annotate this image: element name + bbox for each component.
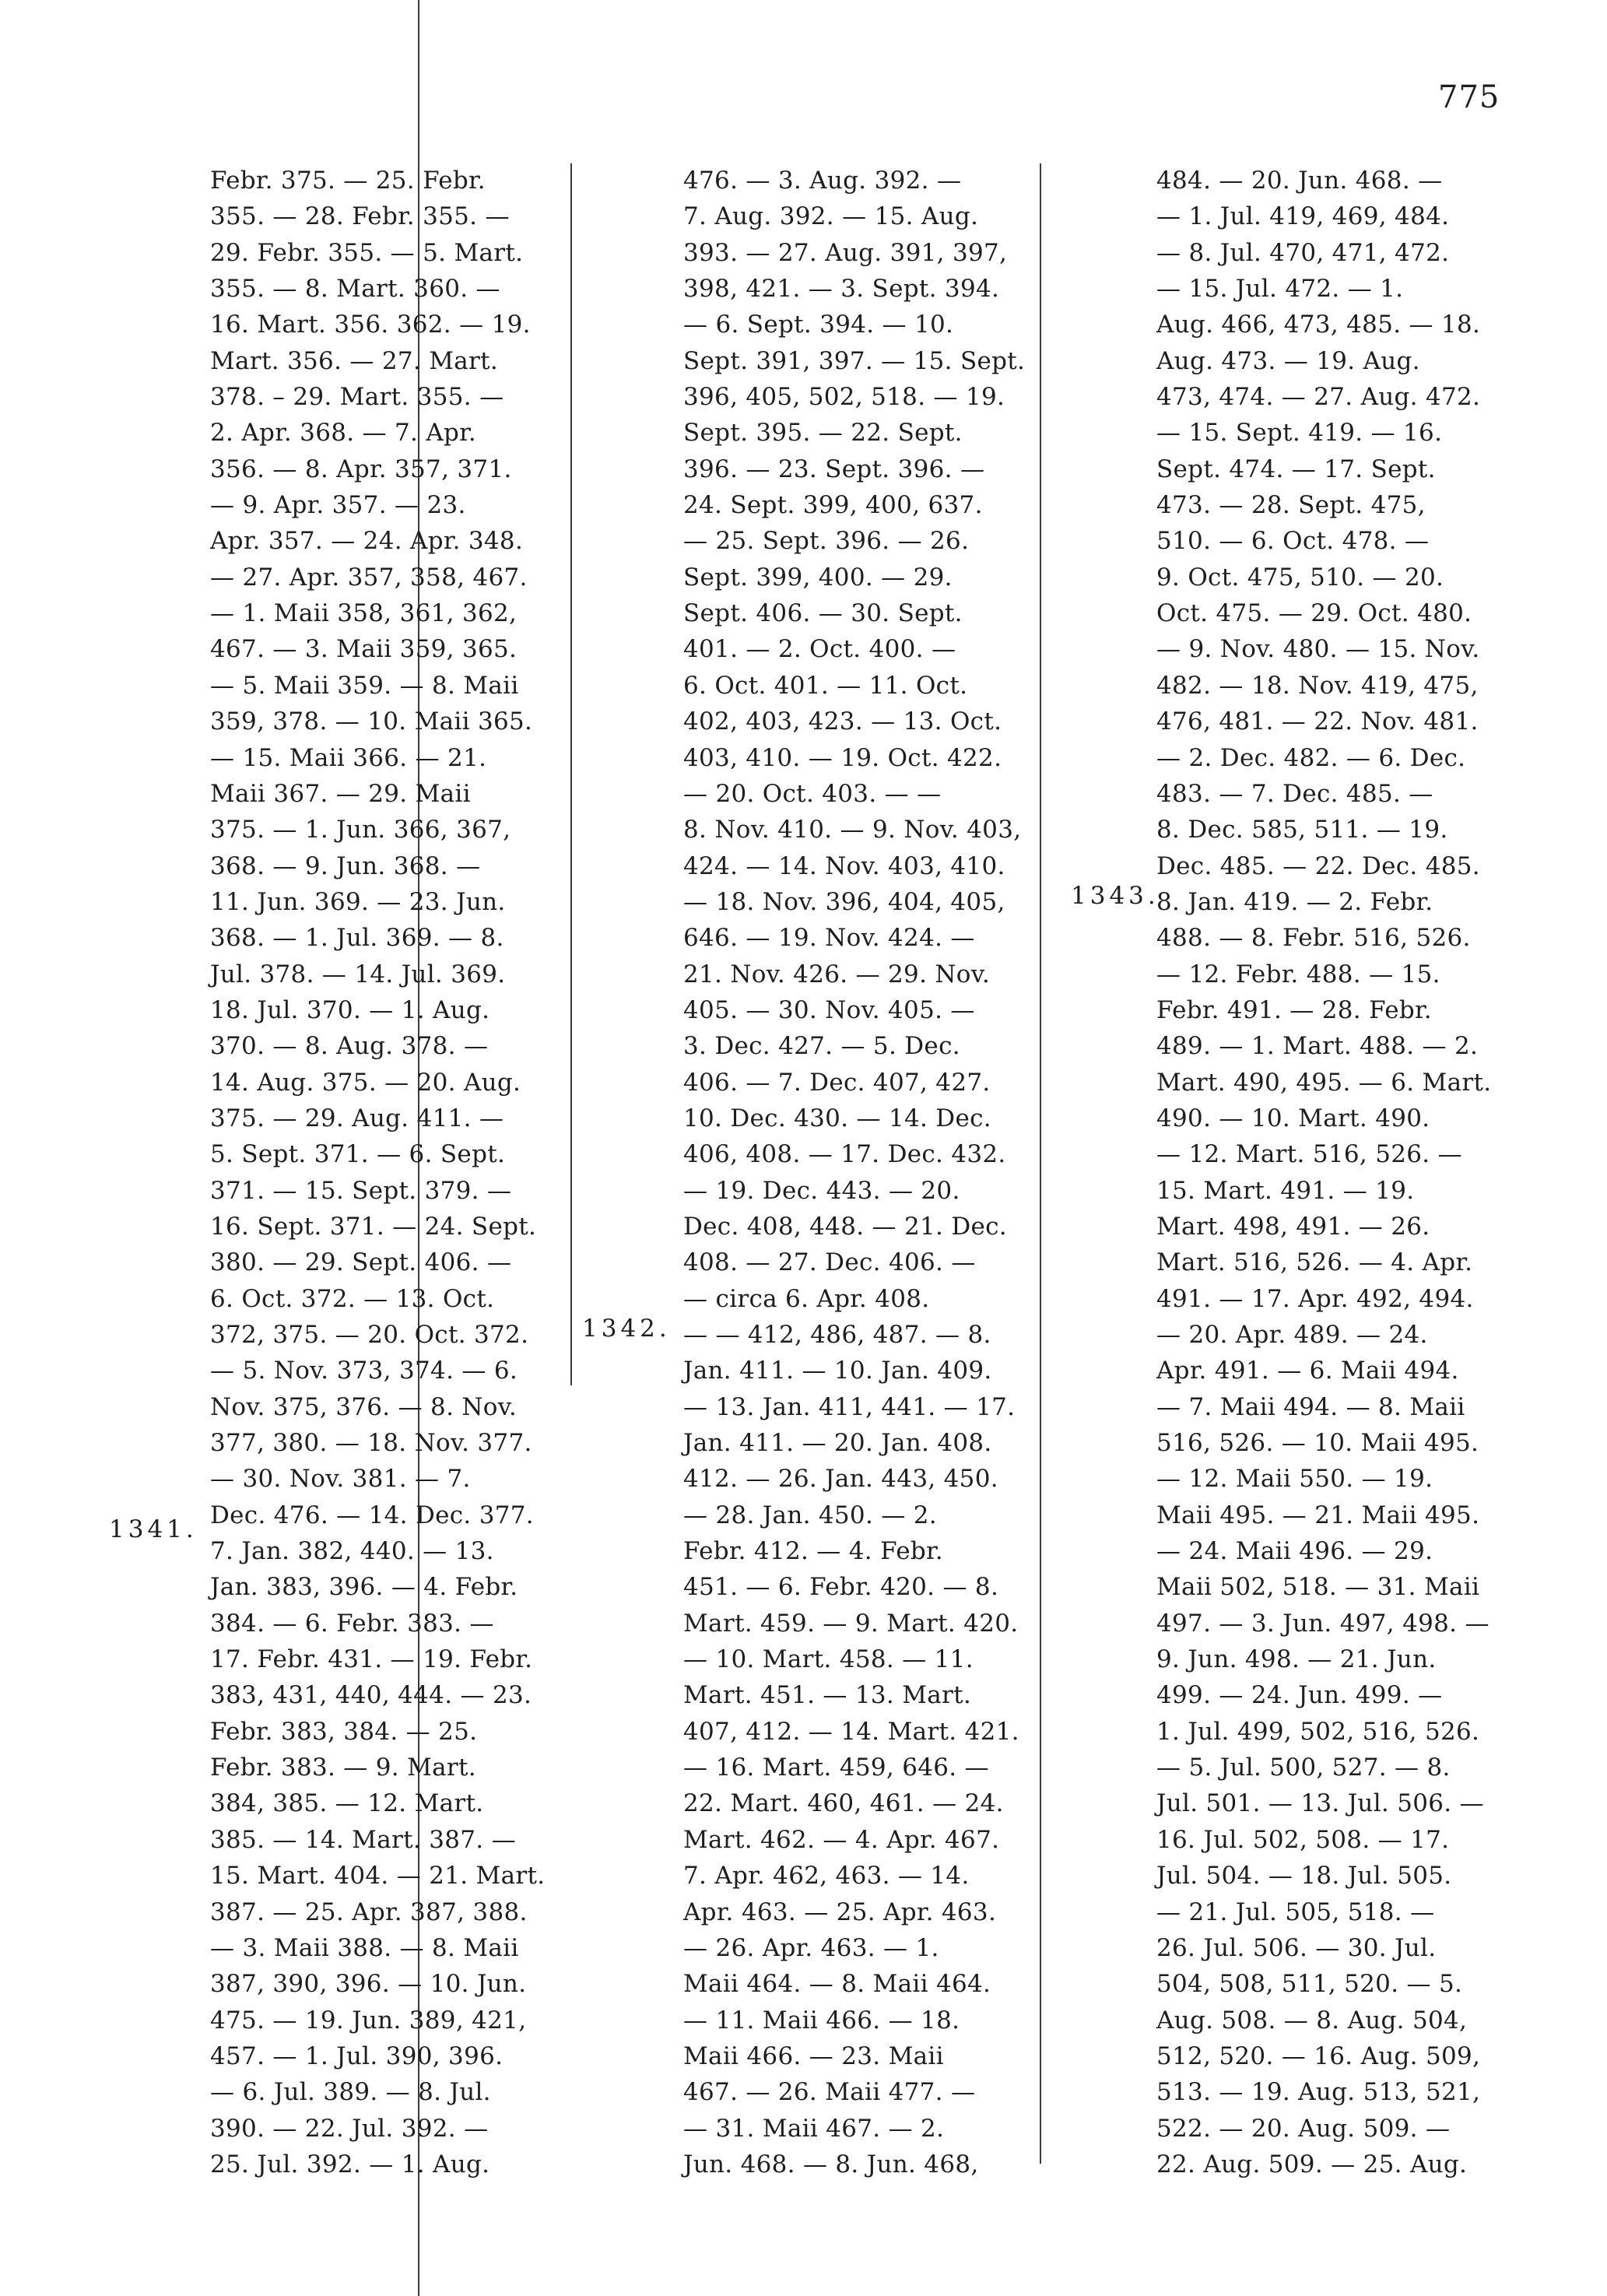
index-line: 24. Sept. 399, 400, 637. [683, 491, 983, 520]
index-line: 405. — 30. Nov. 405. — [683, 995, 975, 1024]
index-line: 406. — 7. Dec. 407, 427. [683, 1068, 991, 1097]
index-line: — 15. Maii 366. — 21. [210, 743, 487, 772]
index-column-3 [1156, 163, 1499, 2182]
index-line: — 5. Nov. 373, 374. — 6. [210, 1357, 518, 1385]
index-line: — 6. Jul. 389. — 8. Jul. [210, 2078, 491, 2107]
index-line: Dec. 408, 448. — 21. Dec. [683, 1212, 1007, 1241]
index-line: 9. Jun. 498. — 21. Jun. [1156, 1645, 1437, 1674]
index-line: 25. Jul. 392. — 1. Aug. [210, 2150, 490, 2178]
index-line: Sept. 391, 397. — 15. Sept. [683, 346, 1026, 375]
index-line: Mart. 462. — 4. Apr. 467. [683, 1825, 1000, 1854]
index-line: Aug. 473. — 19. Aug. [1156, 346, 1420, 375]
index-line: Aug. 508. — 8. Aug. 504, [1156, 2006, 1468, 2034]
index-line: 15. Mart. 491. — 19. [1156, 1176, 1415, 1205]
index-line: Maii 502, 518. — 31. Maii [1156, 1573, 1480, 1602]
index-line: 646. — 19. Nov. 424. — [683, 924, 975, 953]
index-line: — 11. Maii 466. — 18. [683, 2006, 960, 2034]
index-line: 522. — 20. Aug. 509. — [1156, 2114, 1451, 2143]
index-line: Jan. 383, 396. — 4. Febr. [210, 1573, 518, 1602]
index-line: — 9. Nov. 480. — 15. Nov. [1156, 635, 1480, 664]
page-number: 775 [1438, 79, 1500, 115]
index-line: 368. — 1. Jul. 369. — 8. [210, 924, 504, 953]
index-line: 375. — 29. Aug. 411. — [210, 1104, 504, 1132]
index-line: 396, 405, 502, 518. — 19. [683, 383, 1005, 412]
index-line: Sept. 406. — 30. Sept. [683, 599, 963, 628]
index-line: 5. Sept. 371. — 6. Sept. [210, 1140, 506, 1169]
index-line: 408. — 27. Dec. 406. — [683, 1248, 976, 1277]
index-line: 2. Apr. 368. — 7. Apr. [210, 419, 477, 448]
index-line: Mart. 490, 495. — 6. Mart. [1156, 1068, 1492, 1097]
index-line: 7. Apr. 462, 463. — 14. [683, 1862, 970, 1891]
index-line: 7. Jan. 382, 440. — 13. [210, 1537, 494, 1566]
index-line: 15. Mart. 404. — 21. Mart. [210, 1862, 546, 1891]
index-line: — 6. Sept. 394. — 10. [683, 311, 954, 339]
index-line: Mart. 451. — 13. Mart. [683, 1681, 972, 1710]
index-line: 359, 378. — 10. Maii 365. [210, 707, 533, 736]
index-line: — 21. Jul. 505, 518. — [1156, 1898, 1435, 1926]
index-line: 14. Aug. 375. — 20. Aug. [210, 1068, 521, 1097]
index-line: Febr. 375. — 25. Febr. [210, 167, 486, 195]
index-line: 3. Dec. 427. — 5. Dec. [683, 1032, 960, 1061]
year-marker-1341: 1341. [109, 1515, 198, 1543]
index-line: 407, 412. — 14. Mart. 421. [683, 1717, 1019, 1746]
index-line: 467. — 3. Maii 359, 365. [210, 635, 518, 664]
index-line: Sept. 395. — 22. Sept. [683, 419, 963, 448]
column-divider-2 [1040, 163, 1041, 2164]
index-line: 22. Aug. 509. — 25. Aug. [1156, 2150, 1468, 2178]
index-line: Febr. 383. — 9. Mart. [210, 1754, 476, 1782]
index-line: 488. — 8. Febr. 516, 526. [1156, 924, 1471, 953]
index-line: 516, 526. — 10. Maii 495. [1156, 1429, 1479, 1458]
index-line: — 28. Jan. 450. — 2. [683, 1501, 937, 1529]
index-line: 457. — 1. Jul. 390, 396. [210, 2041, 504, 2070]
index-line: 484. — 20. Jun. 468. — [1156, 167, 1443, 195]
index-line: 513. — 19. Aug. 513, 521, [1156, 2078, 1481, 2107]
index-line: Nov. 375, 376. — 8. Nov. [210, 1392, 518, 1421]
index-line: 512, 520. — 16. Aug. 509, [1156, 2041, 1481, 2070]
index-line: 473, 474. — 27. Aug. 472. [1156, 383, 1481, 412]
index-line: 370. — 8. Aug. 378. — [210, 1032, 489, 1061]
index-line: 6. Oct. 372. — 13. Oct. [210, 1284, 495, 1313]
index-line: 393. — 27. Aug. 391, 397, [683, 238, 1008, 267]
index-line: Apr. 491. — 6. Maii 494. [1156, 1357, 1459, 1385]
index-line: 9. Oct. 475, 510. — 20. [1156, 563, 1444, 592]
index-line: 371. — 15. Sept. 379. — [210, 1176, 512, 1205]
index-line: 8. Jan. 419. — 2. Febr. [1156, 887, 1433, 916]
index-line: 384. — 6. Febr. 383. — [210, 1609, 494, 1638]
index-line: 16. Mart. 356. 362. — 19. [210, 311, 531, 339]
index-line: — — 412, 486, 487. — 8. [683, 1321, 991, 1349]
index-line: Maii 466. — 23. Maii [683, 2041, 944, 2070]
index-line: — 10. Mart. 458. — 11. [683, 1645, 974, 1674]
index-line: Oct. 475. — 29. Oct. 480. [1156, 599, 1472, 628]
index-line: 380. — 29. Sept. 406. — [210, 1248, 512, 1277]
index-line: 387, 390, 396. — 10. Jun. [210, 1970, 527, 1999]
index-line: Jul. 501. — 13. Jul. 506. — [1156, 1789, 1484, 1818]
index-line: 6. Oct. 401. — 11. Oct. [683, 671, 968, 700]
index-line: 375. — 1. Jun. 366, 367, [210, 816, 511, 844]
index-line: 451. — 6. Febr. 420. — 8. [683, 1573, 999, 1602]
index-line: — circa 6. Apr. 408. [683, 1284, 930, 1313]
index-line: 356. — 8. Apr. 357, 371. [210, 455, 512, 483]
index-line: — 27. Apr. 357, 358, 467. [210, 563, 528, 592]
index-line: 21. Nov. 426. — 29. Nov. [683, 960, 991, 988]
index-line: 424. — 14. Nov. 403, 410. [683, 851, 1005, 880]
index-line: Dec. 476. — 14. Dec. 377. [210, 1501, 534, 1529]
index-line: Mart. 356. — 27. Mart. [210, 346, 499, 375]
index-line: 377, 380. — 18. Nov. 377. [210, 1429, 532, 1458]
index-line: 490. — 10. Mart. 490. [1156, 1104, 1430, 1132]
index-line: Aug. 466, 473, 485. — 18. [1156, 311, 1481, 339]
index-line: 372, 375. — 20. Oct. 372. [210, 1321, 529, 1349]
index-line: — 13. Jan. 411, 441. — 17. [683, 1392, 1016, 1421]
index-line: — 26. Apr. 463. — 1. [683, 1933, 939, 1962]
column-divider-1 [570, 163, 572, 1385]
index-line: 402, 403, 423. — 13. Oct. [683, 707, 1002, 736]
index-line: Jan. 411. — 10. Jan. 409. [683, 1357, 992, 1385]
index-line: 384, 385. — 12. Mart. [210, 1789, 484, 1818]
index-line: — 16. Mart. 459, 646. — [683, 1754, 989, 1782]
index-line: 385. — 14. Mart. 387. — [210, 1825, 516, 1854]
index-line: 8. Dec. 585, 511. — 19. [1156, 816, 1448, 844]
index-line: Sept. 399, 400. — 29. [683, 563, 953, 592]
index-line: — 1. Jul. 419, 469, 484. [1156, 202, 1450, 231]
index-line: 476. — 3. Aug. 392. — [683, 167, 962, 195]
index-line: 401. — 2. Oct. 400. — [683, 635, 956, 664]
index-line: — 31. Maii 467. — 2. [683, 2114, 945, 2143]
index-line: — 1. Maii 358, 361, 362, [210, 599, 518, 628]
index-line: 10. Dec. 430. — 14. Dec. [683, 1104, 991, 1132]
index-line: 26. Jul. 506. — 30. Jul. [1156, 1933, 1437, 1962]
index-line: 1. Jul. 499, 502, 516, 526. [1156, 1717, 1480, 1746]
index-line: Mart. 459. — 9. Mart. 420. [683, 1609, 1019, 1638]
year-marker-1342: 1342. [582, 1315, 671, 1343]
index-line: 483. — 7. Dec. 485. — [1156, 779, 1433, 808]
index-line: — 5. Maii 359. — 8. Maii [210, 671, 519, 700]
index-line: — 25. Sept. 396. — 26. [683, 527, 970, 556]
index-line: 368. — 9. Jun. 368. — [210, 851, 481, 880]
index-line: 29. Febr. 355. — 5. Mart. [210, 238, 524, 267]
index-line: 7. Aug. 392. — 15. Aug. [683, 202, 979, 231]
index-column-1 [210, 163, 553, 2182]
index-line: 473. — 28. Sept. 475, [1156, 491, 1426, 520]
index-line: 390. — 22. Jul. 392. — [210, 2114, 489, 2143]
index-line: 17. Febr. 431. — 19. Febr. [210, 1645, 533, 1674]
index-line: 18. Jul. 370. — 1. Aug. [210, 995, 490, 1024]
index-line: Sept. 474. — 17. Sept. [1156, 455, 1436, 483]
index-line: Jan. 411. — 20. Jan. 408. [683, 1429, 992, 1458]
index-line: 8. Nov. 410. — 9. Nov. 403, [683, 816, 1022, 844]
index-line: — 7. Maii 494. — 8. Maii [1156, 1392, 1465, 1421]
index-line: Mart. 498, 491. — 26. [1156, 1212, 1430, 1241]
index-line: 489. — 1. Mart. 488. — 2. [1156, 1032, 1479, 1061]
index-line: Apr. 463. — 25. Apr. 463. [683, 1898, 997, 1926]
index-line: 475. — 19. Jun. 389, 421, [210, 2006, 527, 2034]
index-line: Dec. 485. — 22. Dec. 485. [1156, 851, 1480, 880]
index-line: Febr. 491. — 28. Febr. [1156, 995, 1432, 1024]
index-line: 398, 421. — 3. Sept. 394. [683, 275, 1000, 304]
index-line: Apr. 357. — 24. Apr. 348. [210, 527, 524, 556]
index-line: — 19. Dec. 443. — 20. [683, 1176, 960, 1205]
index-line: Febr. 383, 384. — 25. [210, 1717, 478, 1746]
index-line: 406, 408. — 17. Dec. 432. [683, 1140, 1006, 1169]
index-line: 16. Sept. 371. — 24. Sept. [210, 1212, 537, 1241]
index-line: 499. — 24. Jun. 499. — [1156, 1681, 1443, 1710]
index-line: Jun. 468. — 8. Jun. 468, [683, 2150, 979, 2178]
index-line: — 3. Maii 388. — 8. Maii [210, 1933, 519, 1962]
year-marker-1343: 1343. [1071, 882, 1160, 910]
index-line: Maii 367. — 29. Maii [210, 779, 471, 808]
index-line: Mart. 516, 526. — 4. Apr. [1156, 1248, 1473, 1277]
index-line: 482. — 18. Nov. 419, 475, [1156, 671, 1479, 700]
index-line: — 18. Nov. 396, 404, 405, [683, 887, 1005, 916]
index-line: — 12. Febr. 488. — 15. [1156, 960, 1440, 988]
index-line: — 20. Oct. 403. — — [683, 779, 942, 808]
index-line: 11. Jun. 369. — 23. Jun. [210, 887, 506, 916]
index-line: 355. — 28. Febr. 355. — [210, 202, 510, 231]
index-line: Jul. 378. — 14. Jul. 369. [210, 960, 506, 988]
index-line: 22. Mart. 460, 461. — 24. [683, 1789, 1004, 1818]
index-line: 510. — 6. Oct. 478. — [1156, 527, 1430, 556]
index-line: 403, 410. — 19. Oct. 422. [683, 743, 1002, 772]
index-column-2 [683, 163, 1035, 2182]
index-line: Maii 464. — 8. Maii 464. [683, 1970, 991, 1999]
index-line: 497. — 3. Jun. 497, 498. — [1156, 1609, 1489, 1638]
index-line: 378. – 29. Mart. 355. — [210, 383, 504, 412]
index-line: 355. — 8. Mart. 360. — [210, 275, 500, 304]
index-line: 412. — 26. Jan. 443, 450. [683, 1465, 998, 1494]
index-line: 387. — 25. Apr. 387, 388. [210, 1898, 528, 1926]
index-line: 467. — 26. Maii 477. — [683, 2078, 976, 2107]
index-line: 396. — 23. Sept. 396. — [683, 455, 985, 483]
index-line: 491. — 17. Apr. 492, 494. [1156, 1284, 1474, 1313]
index-line: — 12. Mart. 516, 526. — [1156, 1140, 1462, 1169]
index-line: Febr. 412. — 4. Febr. [683, 1537, 943, 1566]
index-line: — 30. Nov. 381. — 7. [210, 1465, 471, 1494]
index-line: 476, 481. — 22. Nov. 481. [1156, 707, 1479, 736]
index-line: — 24. Maii 496. — 29. [1156, 1537, 1433, 1566]
index-line: — 5. Jul. 500, 527. — 8. [1156, 1754, 1451, 1782]
index-line: 504, 508, 511, 520. — 5. [1156, 1970, 1463, 1999]
index-line: Maii 495. — 21. Maii 495. [1156, 1501, 1480, 1529]
index-line: — 2. Dec. 482. — 6. Dec. [1156, 743, 1466, 772]
index-line: — 15. Sept. 419. — 16. [1156, 419, 1443, 448]
index-line: Jul. 504. — 18. Jul. 505. [1156, 1862, 1452, 1891]
index-line: — 20. Apr. 489. — 24. [1156, 1321, 1428, 1349]
index-line: 383, 431, 440, 444. — 23. [210, 1681, 532, 1710]
index-line: — 9. Apr. 357. — 23. [210, 491, 466, 520]
index-line: 16. Jul. 502, 508. — 17. [1156, 1825, 1450, 1854]
index-line: — 8. Jul. 470, 471, 472. [1156, 238, 1450, 267]
index-line: — 15. Jul. 472. — 1. [1156, 275, 1404, 304]
index-line: — 12. Maii 550. — 19. [1156, 1465, 1433, 1494]
